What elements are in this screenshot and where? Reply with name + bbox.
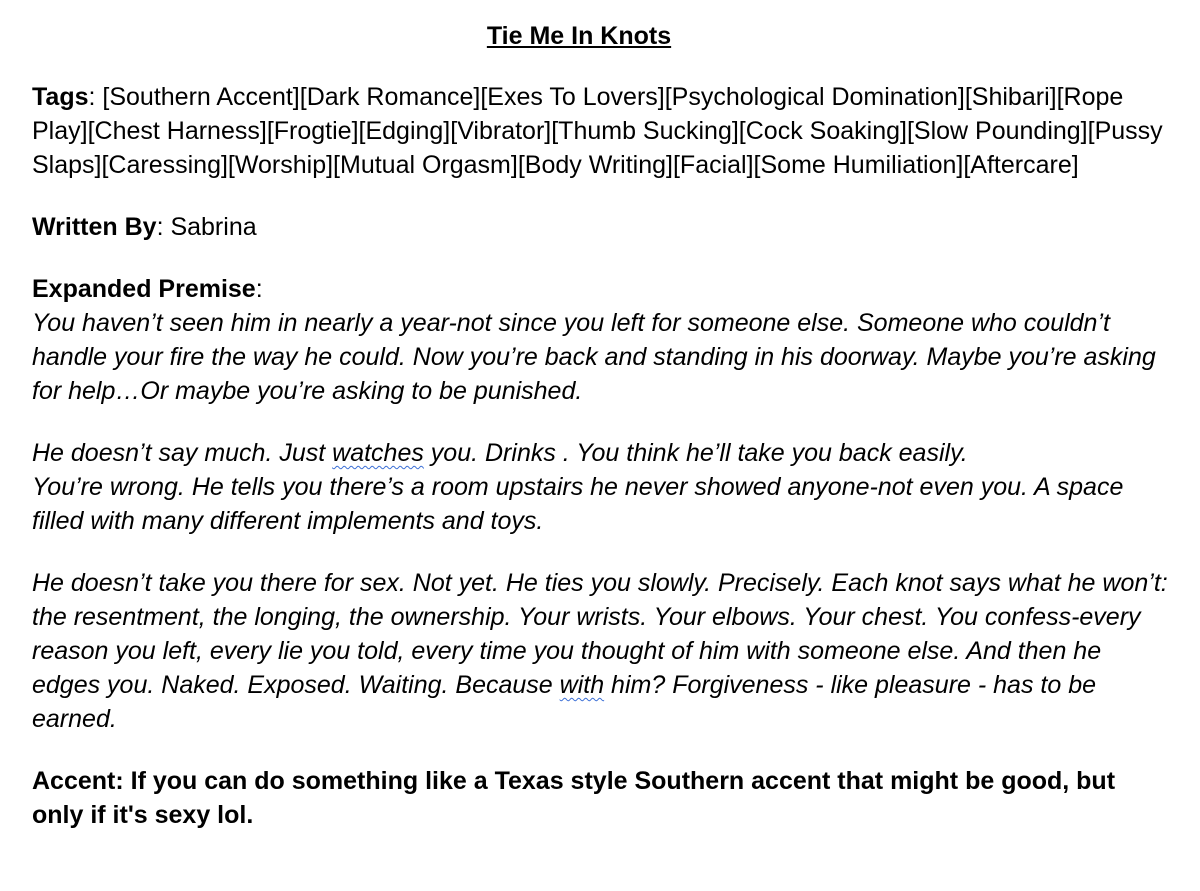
tags-paragraph [32, 80, 1168, 182]
premise-label: Expanded Premise [32, 275, 256, 303]
premise-text-2c: You’re wrong. He tells you there’s a room upstairs he never showed anyone-not even you. A space filled with many different implements and toys. [32, 473, 1124, 535]
premise-colon: : [255, 275, 263, 303]
accent-paragraph: Accent: If you can do something like a Texas style Southern accent that might be good, but only if it's sexy lol. [32, 767, 1116, 829]
spellcheck-word-watches[interactable]: watches [332, 439, 424, 467]
premise-text-3b: him? Forgiveness - like pleasure - has to be earned. [32, 671, 1097, 733]
written-by-paragraph [32, 210, 1168, 244]
premise-text-1: You haven’t seen him in nearly a year-not since you left for someone else. Someone who couldn’t handle your fire the way he could. Now you’re back and standing in his doorway. Maybe you’re asking for help…Or maybe you’re asking to be punished. [32, 309, 1156, 405]
written-by-text: : Sabrina [156, 213, 257, 241]
document-title: Tie Me In Knots [486, 22, 672, 50]
premise-text-2a: He doesn’t say much. Just [32, 439, 333, 467]
premise-text-2b: you. Drinks . You think he’ll take you back easily. [423, 439, 968, 467]
tags-label: Tags [32, 83, 89, 111]
spellcheck-word-with[interactable]: with [559, 671, 605, 699]
tags-text: : [Southern Accent][Dark Romance][Exes To Lovers][Psychological Domination][Shibari][Rope Play][Chest Harness][Frogtie][Edging][Vibrator][Thumb Sucking][Cock Soaking][Slow Pounding][Pussy Slaps][Caressing][Worship][Mutual Orgasm][Body Writing][Facial][Some Humiliation][Aftercare] [32, 83, 1163, 179]
written-by-label: Written By [32, 213, 157, 241]
premise-paragraph-2 [32, 436, 1168, 538]
premise-text-3a: He doesn’t take you there for sex. Not yet. He ties you slowly. Precisely. Each knot says what he won’t: the resentment, the longing, the ownership. Your wrists. Your elbows. Your chest. You confess-every reason you left, every lie you told, every time you thought of him with someone else. And then he edges you. Naked. Exposed. Waiting. Because [32, 569, 1168, 699]
premise-paragraph-1 [32, 272, 1168, 408]
premise-paragraph-3 [32, 566, 1168, 736]
